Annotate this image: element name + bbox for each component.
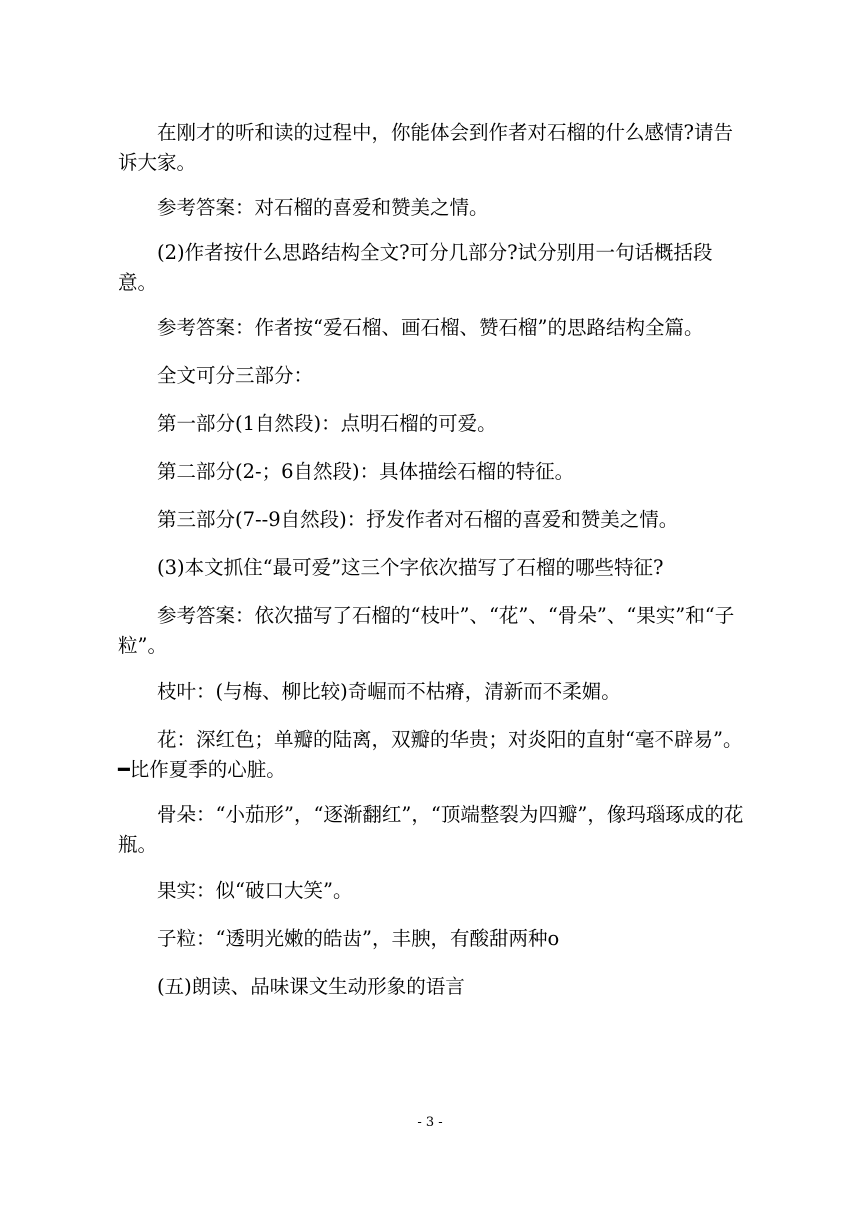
paragraph-answer-structure: 参考答案：作者按“爱石榴、画石榴、赞石榴”的思路结构全篇。 — [157, 316, 704, 339]
paragraph-buds: 骨朵：“小茄形”，“逐渐翻红”，“顶端整裂为四瓣”，像玛瑙琢成的花瓶。 — [118, 803, 744, 856]
paragraph-part-three: 第三部分(7--9自然段)：抒发作者对石榴的喜爱和赞美之情。 — [157, 508, 679, 531]
paragraph-three-parts: 全文可分三部分： — [157, 364, 314, 387]
paragraph-branches: 枝叶：(与梅、柳比较)奇崛而不枯瘠，清新而不柔媚。 — [157, 680, 621, 703]
paragraph-part-one: 第一部分(1自然段)：点明石榴的可爱。 — [157, 412, 497, 435]
paragraph-section-five: (五)朗读、品味课文生动形象的语言 — [157, 975, 465, 998]
paragraph-fruit: 果实：似“破口大笑”。 — [157, 879, 353, 902]
paragraph-answer-features: 参考答案：依次描写了石榴的“枝叶”、“花”、“骨朵”、“果实”和“子粒”。 — [118, 604, 735, 657]
page-number: - 3 - — [417, 1115, 443, 1130]
paragraph-answer-feeling: 参考答案：对石榴的喜爱和赞美之情。 — [157, 196, 489, 219]
paragraph-question-feeling: 在刚才的听和读的过程中，你能体会到作者对石榴的什么感情?请告诉大家。 — [118, 121, 733, 174]
paragraph-flowers: 花：深红色；单瓣的陆离，双瓣的华贵；对炎阳的直射“毫不辟易”。━比作夏季的心脏。 — [118, 728, 743, 781]
paragraph-part-two: 第二部分(2-；6自然段)：具体描绘石榴的特征。 — [157, 460, 575, 483]
paragraph-question-structure: (2)作者按什么思路结构全文?可分几部分?试分别用一句话概括段意。 — [118, 241, 713, 294]
paragraph-seeds: 子粒：“透明光嫩的皓齿”，丰腴，有酸甜两种o — [157, 927, 560, 950]
paragraph-question-features: (3)本文抓住“最可爱”这三个字依次描写了石榴的哪些特征? — [157, 556, 664, 579]
